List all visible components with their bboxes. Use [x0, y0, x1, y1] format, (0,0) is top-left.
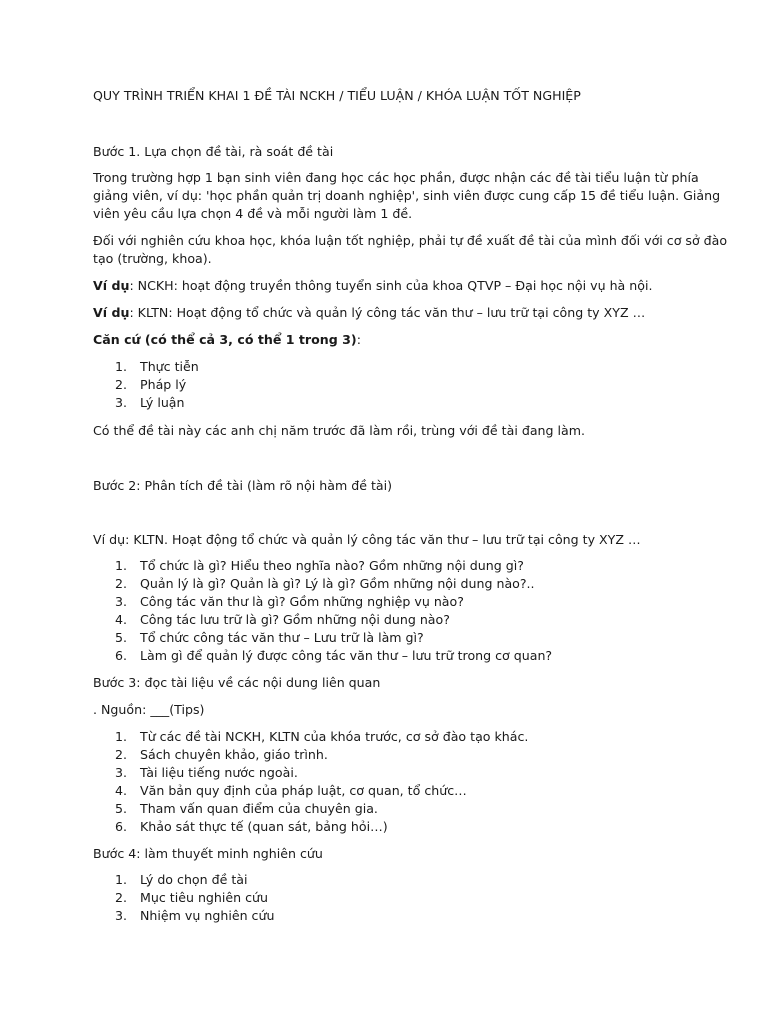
step3-source: . Nguồn: ___(Tips): [93, 702, 205, 717]
step1-heading: Bước 1. Lựa chọn đề tài, rà soát đề tài: [93, 144, 334, 159]
step1-para1-line3: viên yêu cầu lựa chọn 4 đề và mỗi người làm 1 đề.: [93, 206, 413, 221]
document-title: QUY TRÌNH TRIỂN KHAI 1 ĐỀ TÀI NCKH / TIỂU LUẬN / KHÓA LUẬN TỐT NGHIỆP: [93, 88, 581, 103]
example-text: : NCKH: hoạt động truyền thông tuyển sinh của khoa QTVP – Đại học nội vụ hà nội.: [129, 278, 653, 293]
example-label: Ví dụ: [93, 305, 130, 320]
step1-example-nckh: [93, 277, 652, 295]
step1-basis-label: [93, 331, 361, 349]
step2-heading: Bước 2: Phân tích đề tài (làm rõ nội hàm đề tài): [93, 478, 393, 493]
step1-para1-line2: giảng viên, ví dụ: 'học phần quản trị doanh nghiệp', sinh viên được cung cấp 15 đề tiểu luận. Giảng: [93, 188, 721, 203]
step2-example: Ví dụ: KLTN. Hoạt động tổ chức và quản lý công tác văn thư – lưu trữ tại công ty XYZ …: [93, 532, 641, 547]
step3-heading: Bước 3: đọc tài liệu về các nội dung liên quan: [93, 675, 381, 690]
example-label: Ví dụ: [93, 278, 130, 293]
step1-para1-line1: Trong trường hợp 1 bạn sinh viên đang học các học phần, được nhận các đề tài tiểu luận từ phía: [93, 170, 699, 185]
step1-note: Có thể đề tài này các anh chị năm trước đã làm rồi, trùng với đề tài đang làm.: [93, 423, 585, 438]
step1-example-kltn: [93, 304, 645, 322]
step1-para2-line2: tạo (trường, khoa).: [93, 251, 212, 266]
example-text: : KLTN: Hoạt động tổ chức và quản lý công tác văn thư – lưu trữ tại công ty XYZ …: [129, 305, 646, 320]
step1-para2-line1: Đối với nghiên cứu khoa học, khóa luận tốt nghiệp, phải tự đề xuất đề tài của mình đối với cơ sở đào: [93, 233, 728, 248]
basis-colon: :: [356, 332, 361, 347]
basis-label-text: Căn cứ (có thể cả 3, có thể 1 trong 3): [93, 332, 357, 347]
step4-heading: Bước 4: làm thuyết minh nghiên cứu: [93, 846, 323, 861]
